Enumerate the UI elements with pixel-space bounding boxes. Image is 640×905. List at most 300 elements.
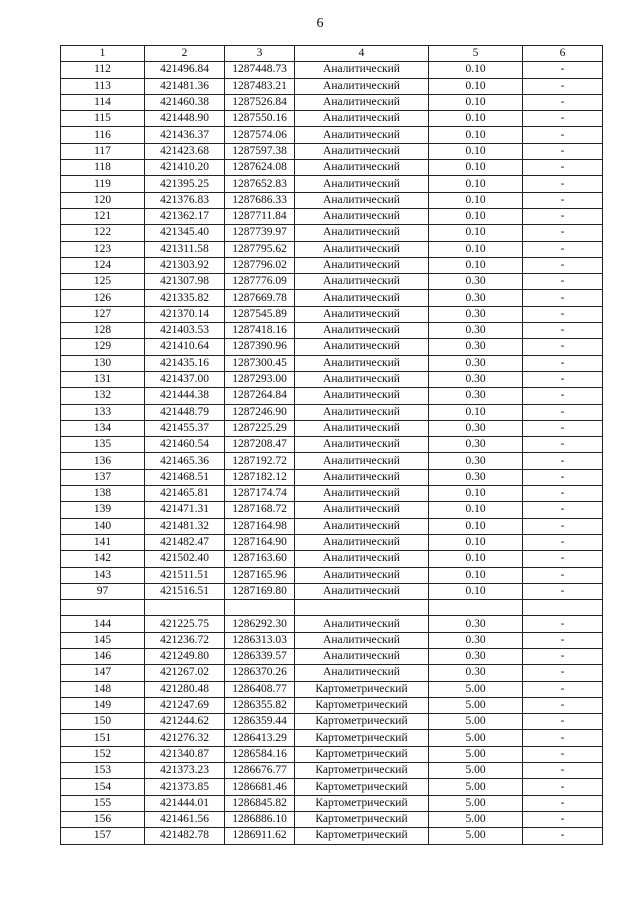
table-cell: - [523, 94, 603, 110]
table-cell: 0.10 [429, 257, 523, 273]
table-cell: 0.10 [429, 208, 523, 224]
table-cell: Аналитический [295, 306, 429, 322]
table-cell: 0.30 [429, 339, 523, 355]
table-cell: Аналитический [295, 127, 429, 143]
table-cell: Аналитический [295, 551, 429, 567]
table-cell: - [523, 176, 603, 192]
table-cell: 1286676.77 [225, 763, 295, 779]
table-row [61, 160, 603, 176]
table-cell: 0.30 [429, 274, 523, 290]
table-cell: 421482.47 [145, 534, 225, 550]
table-cell: 5.00 [429, 779, 523, 795]
table-row [61, 78, 603, 94]
table-cell: 0.10 [429, 127, 523, 143]
table-cell: 1286359.44 [225, 714, 295, 730]
table-cell: 129 [61, 339, 145, 355]
table-cell: - [523, 779, 603, 795]
table-cell: 0.10 [429, 225, 523, 241]
table-cell: - [523, 828, 603, 844]
table-cell: 421303.92 [145, 257, 225, 273]
table-cell: 421448.90 [145, 111, 225, 127]
header-cell: 6 [523, 46, 603, 62]
table-cell: 134 [61, 420, 145, 436]
table-cell: Картометрический [295, 828, 429, 844]
table-cell: 1286313.03 [225, 632, 295, 648]
table-cell: 0.10 [429, 111, 523, 127]
table-cell: 0.10 [429, 404, 523, 420]
table-cell: 151 [61, 730, 145, 746]
table-cell: 149 [61, 697, 145, 713]
table-cell: 114 [61, 94, 145, 110]
table-cell: - [523, 714, 603, 730]
table-cell: 421448.79 [145, 404, 225, 420]
table-cell: 140 [61, 518, 145, 534]
table-cell: - [523, 795, 603, 811]
table-cell: - [523, 420, 603, 436]
table-cell: 421423.68 [145, 143, 225, 159]
table-row [61, 632, 603, 648]
table-cell: 1287624.08 [225, 160, 295, 176]
table-cell: 421249.80 [145, 648, 225, 664]
table-cell: 0.10 [429, 192, 523, 208]
table-cell: 1286845.82 [225, 795, 295, 811]
table-cell: 0.10 [429, 160, 523, 176]
table-row [61, 323, 603, 339]
table-row [61, 241, 603, 257]
table-cell: 421236.72 [145, 632, 225, 648]
table-cell: 1287686.33 [225, 192, 295, 208]
table-row [61, 486, 603, 502]
table-cell: 1287483.21 [225, 78, 295, 94]
table-cell: 421307.98 [145, 274, 225, 290]
table-row [61, 127, 603, 143]
table-row [61, 681, 603, 697]
table-cell: 421370.14 [145, 306, 225, 322]
table-cell: Аналитический [295, 616, 429, 632]
table-cell [523, 600, 603, 616]
table-cell: 1287225.29 [225, 420, 295, 436]
table-cell: - [523, 404, 603, 420]
table-row [61, 502, 603, 518]
table-cell: 421465.36 [145, 453, 225, 469]
table-row [61, 697, 603, 713]
table-row [61, 583, 603, 599]
table-cell: Аналитический [295, 648, 429, 664]
table-cell: 1286370.26 [225, 665, 295, 681]
header-cell: 3 [225, 46, 295, 62]
table-cell: Аналитический [295, 176, 429, 192]
table-cell: 122 [61, 225, 145, 241]
table-cell: 1287545.89 [225, 306, 295, 322]
table-cell: Аналитический [295, 323, 429, 339]
table-cell: 127 [61, 306, 145, 322]
table-cell: 124 [61, 257, 145, 273]
table-cell: - [523, 518, 603, 534]
table-cell: 421403.53 [145, 323, 225, 339]
table-cell: 421376.83 [145, 192, 225, 208]
table-cell: 0.10 [429, 94, 523, 110]
table-row [61, 339, 603, 355]
table-row [61, 62, 603, 78]
table-row [61, 811, 603, 827]
table-cell: - [523, 730, 603, 746]
table-row [61, 257, 603, 273]
table-cell: - [523, 388, 603, 404]
table-row [61, 648, 603, 664]
table-cell: 421502.40 [145, 551, 225, 567]
table-cell: - [523, 143, 603, 159]
table-cell: 421460.38 [145, 94, 225, 110]
table-cell: - [523, 567, 603, 583]
table-cell: 1287164.98 [225, 518, 295, 534]
table-row [61, 730, 603, 746]
table-cell: 1287652.83 [225, 176, 295, 192]
table-cell: 156 [61, 811, 145, 827]
table-row [61, 534, 603, 550]
table-cell: Аналитический [295, 583, 429, 599]
table-cell: 0.30 [429, 371, 523, 387]
header-cell: 2 [145, 46, 225, 62]
table-cell: 1287526.84 [225, 94, 295, 110]
table-row [61, 437, 603, 453]
table-cell: 421410.20 [145, 160, 225, 176]
table-cell: 1286911.62 [225, 828, 295, 844]
table-cell: 0.10 [429, 583, 523, 599]
table-cell: 421311.58 [145, 241, 225, 257]
table-cell: 421482.78 [145, 828, 225, 844]
table-row [61, 420, 603, 436]
table-cell: 97 [61, 583, 145, 599]
table-cell: 0.30 [429, 355, 523, 371]
table-cell: 0.30 [429, 290, 523, 306]
table-row [61, 94, 603, 110]
table-cell: - [523, 534, 603, 550]
table-cell: 421244.62 [145, 714, 225, 730]
table-cell: - [523, 681, 603, 697]
table-cell: 147 [61, 665, 145, 681]
table-row [61, 779, 603, 795]
table-cell: 126 [61, 290, 145, 306]
table-cell: 157 [61, 828, 145, 844]
table-cell: 1287264.84 [225, 388, 295, 404]
table-cell: - [523, 62, 603, 78]
table-cell: 138 [61, 486, 145, 502]
table-row [61, 453, 603, 469]
table-cell: 5.00 [429, 730, 523, 746]
table-cell: 153 [61, 763, 145, 779]
table-cell: - [523, 469, 603, 485]
table-cell: Картометрический [295, 681, 429, 697]
table-cell: 118 [61, 160, 145, 176]
table-cell: - [523, 371, 603, 387]
table-cell: Картометрический [295, 811, 429, 827]
table-cell: 5.00 [429, 697, 523, 713]
table-cell: 0.30 [429, 306, 523, 322]
table-cell: 5.00 [429, 811, 523, 827]
table-cell [295, 600, 429, 616]
table-cell: 1287246.90 [225, 404, 295, 420]
table-cell: 1287300.45 [225, 355, 295, 371]
table-cell: 421460.54 [145, 437, 225, 453]
table-cell: Аналитический [295, 502, 429, 518]
table-cell: 117 [61, 143, 145, 159]
table-cell: 1287390.96 [225, 339, 295, 355]
table-cell: 421471.31 [145, 502, 225, 518]
table-cell: - [523, 665, 603, 681]
table-cell [429, 600, 523, 616]
table-cell: Аналитический [295, 143, 429, 159]
table-cell: 137 [61, 469, 145, 485]
table-cell: 0.10 [429, 143, 523, 159]
table-cell: Аналитический [295, 225, 429, 241]
table-cell: 143 [61, 567, 145, 583]
table-row [61, 567, 603, 583]
table-cell: 0.30 [429, 616, 523, 632]
table-cell: 421267.02 [145, 665, 225, 681]
table-cell: Картометрический [295, 795, 429, 811]
table-cell: 421455.37 [145, 420, 225, 436]
table-cell: Аналитический [295, 94, 429, 110]
table-cell: 421345.40 [145, 225, 225, 241]
table-cell: - [523, 616, 603, 632]
table-cell: Аналитический [295, 241, 429, 257]
table-cell: 1287293.00 [225, 371, 295, 387]
table-cell: 1287192.72 [225, 453, 295, 469]
table-cell: 1287165.96 [225, 567, 295, 583]
table-cell: - [523, 241, 603, 257]
table-cell: 123 [61, 241, 145, 257]
table-cell: Аналитический [295, 665, 429, 681]
table-cell: - [523, 306, 603, 322]
table-cell: 150 [61, 714, 145, 730]
table-cell: 120 [61, 192, 145, 208]
table-cell: - [523, 274, 603, 290]
table-cell: 1287574.06 [225, 127, 295, 143]
table-cell: Картометрический [295, 714, 429, 730]
table-cell: Аналитический [295, 62, 429, 78]
table-cell: 0.30 [429, 388, 523, 404]
table-cell: 145 [61, 632, 145, 648]
table-row [61, 371, 603, 387]
table-cell: - [523, 160, 603, 176]
table-cell: Аналитический [295, 160, 429, 176]
table-cell: 421362.17 [145, 208, 225, 224]
table-cell: 112 [61, 62, 145, 78]
table-cell: 5.00 [429, 763, 523, 779]
table-cell: Аналитический [295, 632, 429, 648]
table-cell: 128 [61, 323, 145, 339]
table-row [61, 355, 603, 371]
table-cell: 0.10 [429, 176, 523, 192]
table-cell: Аналитический [295, 518, 429, 534]
table-cell: - [523, 632, 603, 648]
table-cell: 421496.84 [145, 62, 225, 78]
table-cell: Аналитический [295, 486, 429, 502]
table-cell: 146 [61, 648, 145, 664]
table-cell: 421340.87 [145, 746, 225, 762]
table-cell: - [523, 502, 603, 518]
table-cell: 421335.82 [145, 290, 225, 306]
table-row [61, 469, 603, 485]
table-row [61, 274, 603, 290]
table-row [61, 306, 603, 322]
table-cell: 1286339.57 [225, 648, 295, 664]
table-cell: 421276.32 [145, 730, 225, 746]
table-cell: - [523, 290, 603, 306]
table-row [61, 551, 603, 567]
table-row [61, 176, 603, 192]
table-cell: 1287550.16 [225, 111, 295, 127]
table-cell: 5.00 [429, 714, 523, 730]
table-row [61, 763, 603, 779]
table-cell: 142 [61, 551, 145, 567]
table-cell: 1286408.77 [225, 681, 295, 697]
table-cell: 0.10 [429, 78, 523, 94]
table-cell: 135 [61, 437, 145, 453]
table-cell: 1287711.84 [225, 208, 295, 224]
table-cell: - [523, 192, 603, 208]
table-cell: 421373.23 [145, 763, 225, 779]
table-cell: - [523, 453, 603, 469]
table-cell: - [523, 551, 603, 567]
table-cell: 1287169.80 [225, 583, 295, 599]
table-row [61, 616, 603, 632]
table-cell: 421395.25 [145, 176, 225, 192]
table-cell: 1287448.73 [225, 62, 295, 78]
table-row [61, 388, 603, 404]
table-cell: 421444.38 [145, 388, 225, 404]
table-cell: 1287418.16 [225, 323, 295, 339]
table-cell: 0.10 [429, 486, 523, 502]
table-cell: 1287182.12 [225, 469, 295, 485]
table-cell: 0.30 [429, 665, 523, 681]
table-cell: Картометрический [295, 730, 429, 746]
table-cell: 0.30 [429, 469, 523, 485]
table-cell: 1287168.72 [225, 502, 295, 518]
table-cell: Аналитический [295, 371, 429, 387]
table-cell: 1287795.62 [225, 241, 295, 257]
table-cell: 0.10 [429, 534, 523, 550]
table-cell: - [523, 437, 603, 453]
table-cell: 148 [61, 681, 145, 697]
table-row [61, 746, 603, 762]
table-cell: 0.10 [429, 502, 523, 518]
table-cell: 154 [61, 779, 145, 795]
table-cell: - [523, 225, 603, 241]
table-cell: - [523, 697, 603, 713]
table-cell: 1287669.78 [225, 290, 295, 306]
table-body [61, 46, 603, 845]
table-cell: - [523, 648, 603, 664]
page-number: 6 [316, 16, 324, 31]
table-cell: 421435.16 [145, 355, 225, 371]
table-cell: - [523, 486, 603, 502]
table-cell: 421465.81 [145, 486, 225, 502]
table-cell: 0.10 [429, 567, 523, 583]
table-cell: 1287796.02 [225, 257, 295, 273]
table-cell: 5.00 [429, 795, 523, 811]
table-cell [145, 600, 225, 616]
table-cell: 0.30 [429, 437, 523, 453]
table-cell: 141 [61, 534, 145, 550]
table-cell: 115 [61, 111, 145, 127]
table-cell: 155 [61, 795, 145, 811]
table-cell: 133 [61, 404, 145, 420]
table-cell: 1287174.74 [225, 486, 295, 502]
table-cell: - [523, 355, 603, 371]
table-cell: Аналитический [295, 78, 429, 94]
table-cell: 421468.51 [145, 469, 225, 485]
table-cell: - [523, 323, 603, 339]
table-cell: Аналитический [295, 534, 429, 550]
table-cell: Аналитический [295, 339, 429, 355]
table-cell: 421511.51 [145, 567, 225, 583]
table-cell: - [523, 127, 603, 143]
table-cell: 421247.69 [145, 697, 225, 713]
table-cell: 5.00 [429, 746, 523, 762]
table-cell: Аналитический [295, 111, 429, 127]
table-cell: 421481.32 [145, 518, 225, 534]
table-cell: 421225.75 [145, 616, 225, 632]
table-cell: 132 [61, 388, 145, 404]
table-cell: 421516.51 [145, 583, 225, 599]
table-cell: 421436.37 [145, 127, 225, 143]
table-cell: - [523, 763, 603, 779]
table-cell: 121 [61, 208, 145, 224]
table-row [61, 518, 603, 534]
table-cell: 131 [61, 371, 145, 387]
table-cell: 1286584.16 [225, 746, 295, 762]
header-cell: 5 [429, 46, 523, 62]
table-cell: 1287164.90 [225, 534, 295, 550]
table-row [61, 828, 603, 844]
table-cell: 421410.64 [145, 339, 225, 355]
header-cell: 1 [61, 46, 145, 62]
table-cell: Аналитический [295, 355, 429, 371]
table-cell: 1286681.46 [225, 779, 295, 795]
table-cell: Аналитический [295, 567, 429, 583]
table-cell: 1287208.47 [225, 437, 295, 453]
table-cell: 421437.00 [145, 371, 225, 387]
table-row [61, 290, 603, 306]
table-cell: Картометрический [295, 763, 429, 779]
table-cell: Картометрический [295, 779, 429, 795]
table-cell: 136 [61, 453, 145, 469]
table-cell: - [523, 111, 603, 127]
table-row [61, 192, 603, 208]
table-cell: 0.30 [429, 420, 523, 436]
table-cell: 5.00 [429, 681, 523, 697]
table-cell: 1286886.10 [225, 811, 295, 827]
table-row [61, 208, 603, 224]
table-cell: 0.30 [429, 323, 523, 339]
table-cell: Аналитический [295, 437, 429, 453]
table-row [61, 404, 603, 420]
table-cell: Картометрический [295, 746, 429, 762]
table-cell: - [523, 583, 603, 599]
table-cell: Аналитический [295, 469, 429, 485]
table-cell: 421373.85 [145, 779, 225, 795]
table-row [61, 111, 603, 127]
table-cell [225, 600, 295, 616]
table-cell: 152 [61, 746, 145, 762]
table-row [61, 600, 603, 616]
table-cell: 0.30 [429, 453, 523, 469]
table-cell: 421280.48 [145, 681, 225, 697]
table-cell: 421444.01 [145, 795, 225, 811]
table-cell: - [523, 208, 603, 224]
table-cell: - [523, 746, 603, 762]
